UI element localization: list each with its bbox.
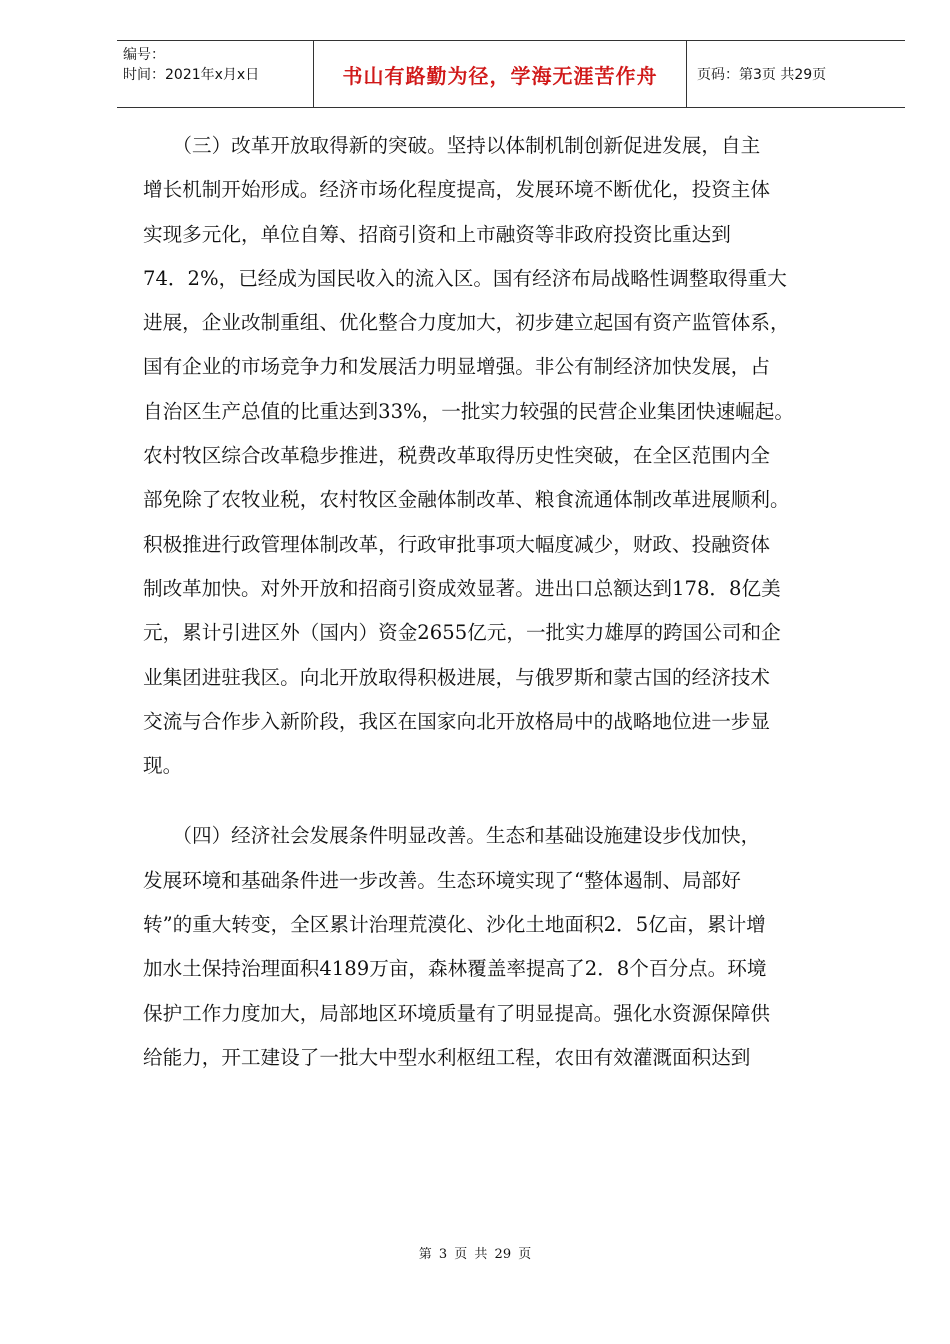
serial-number-label: 编号： <box>123 47 165 63</box>
text-line: 发展环境和基础条件进一步改善。生态环境实现了“整体遏制、局部好 <box>143 868 741 892</box>
text-line: 国有企业的市场竞争力和发展活力明显增强。非公有制经济加快发展，占 <box>143 355 770 379</box>
text-line: 自治区生产总值的比重达到33%，一批实力较强的民营企业集团快速崛起。 <box>143 399 794 423</box>
text-line: 元，累计引进区外（国内）资金2655亿元，一批实力雄厚的跨国公司和企 <box>143 621 781 645</box>
document-body <box>143 124 875 1080</box>
text-line: 业集团进驻我区。向北开放取得积极进展，与俄罗斯和蒙古国的经济技术 <box>143 665 770 689</box>
paragraph-reform-opening <box>143 124 875 788</box>
header-meta <box>117 41 314 107</box>
text-line: 积极推进行政管理体制改革，行政审批事项大幅度减少，财政、投融资体 <box>143 532 770 556</box>
header-page-number: 页码：第3页 共29页 <box>697 67 827 83</box>
paragraph-gap <box>143 788 875 814</box>
page-footer: 第 3 页 共 29 页 <box>418 1247 532 1262</box>
text-line: （三）改革开放取得新的突破。坚持以体制机制创新促进发展，自主 <box>143 134 761 157</box>
text-line: （四）经济社会发展条件明显改善。生态和基础设施建设步伐加快， <box>143 824 761 848</box>
text-line: 加水土保持治理面积4189万亩，森林覆盖率提高了2．8个百分点。环境 <box>143 957 767 981</box>
text-line: 农村牧区综合改革稳步推进，税费改革取得历史性突破，在全区范围内全 <box>143 444 770 468</box>
text-line: 保护工作力度加大，局部地区环境质量有了明显提高。强化水资源保障供 <box>143 1001 770 1025</box>
text-line: 增长机制开始形成。经济市场化程度提高，发展环境不断优化，投资主体 <box>143 178 770 202</box>
text-line: 制改革加快。对外开放和招商引资成效显著。进出口总额达到178．8亿美 <box>143 576 781 600</box>
text-line: 给能力，开工建设了一批大中型水利枢纽工程，农田有效灌溉面积达到 <box>143 1045 751 1069</box>
time-label: 时间：2021年x月x日 <box>123 67 260 83</box>
text-line: 74．2%，已经成为国民收入的流入区。国有经济布局战略性调整取得重大 <box>143 266 787 290</box>
paragraph-development-conditions <box>143 814 875 1080</box>
text-line: 交流与合作步入新阶段，我区在国家向北开放格局中的战略地位进一步显 <box>143 709 770 733</box>
text-line: 实现多元化，单位自筹、招商引资和上市融资等非政府投资比重达到 <box>143 222 731 246</box>
header-motto: 书山有路勤为径，学海无涯苦作舟 <box>314 41 687 107</box>
text-line: 部免除了农牧业税，农村牧区金融体制改革、粮食流通体制改革进展顺利。 <box>143 488 790 512</box>
text-line: 现。 <box>143 754 183 778</box>
page-header <box>117 40 905 108</box>
text-line: 进展，企业改制重组、优化整合力度加大，初步建立起国有资产监管体系， <box>143 311 790 335</box>
text-line: 转”的重大转变，全区累计治理荒漠化、沙化土地面积2．5亿亩，累计增 <box>143 913 766 937</box>
